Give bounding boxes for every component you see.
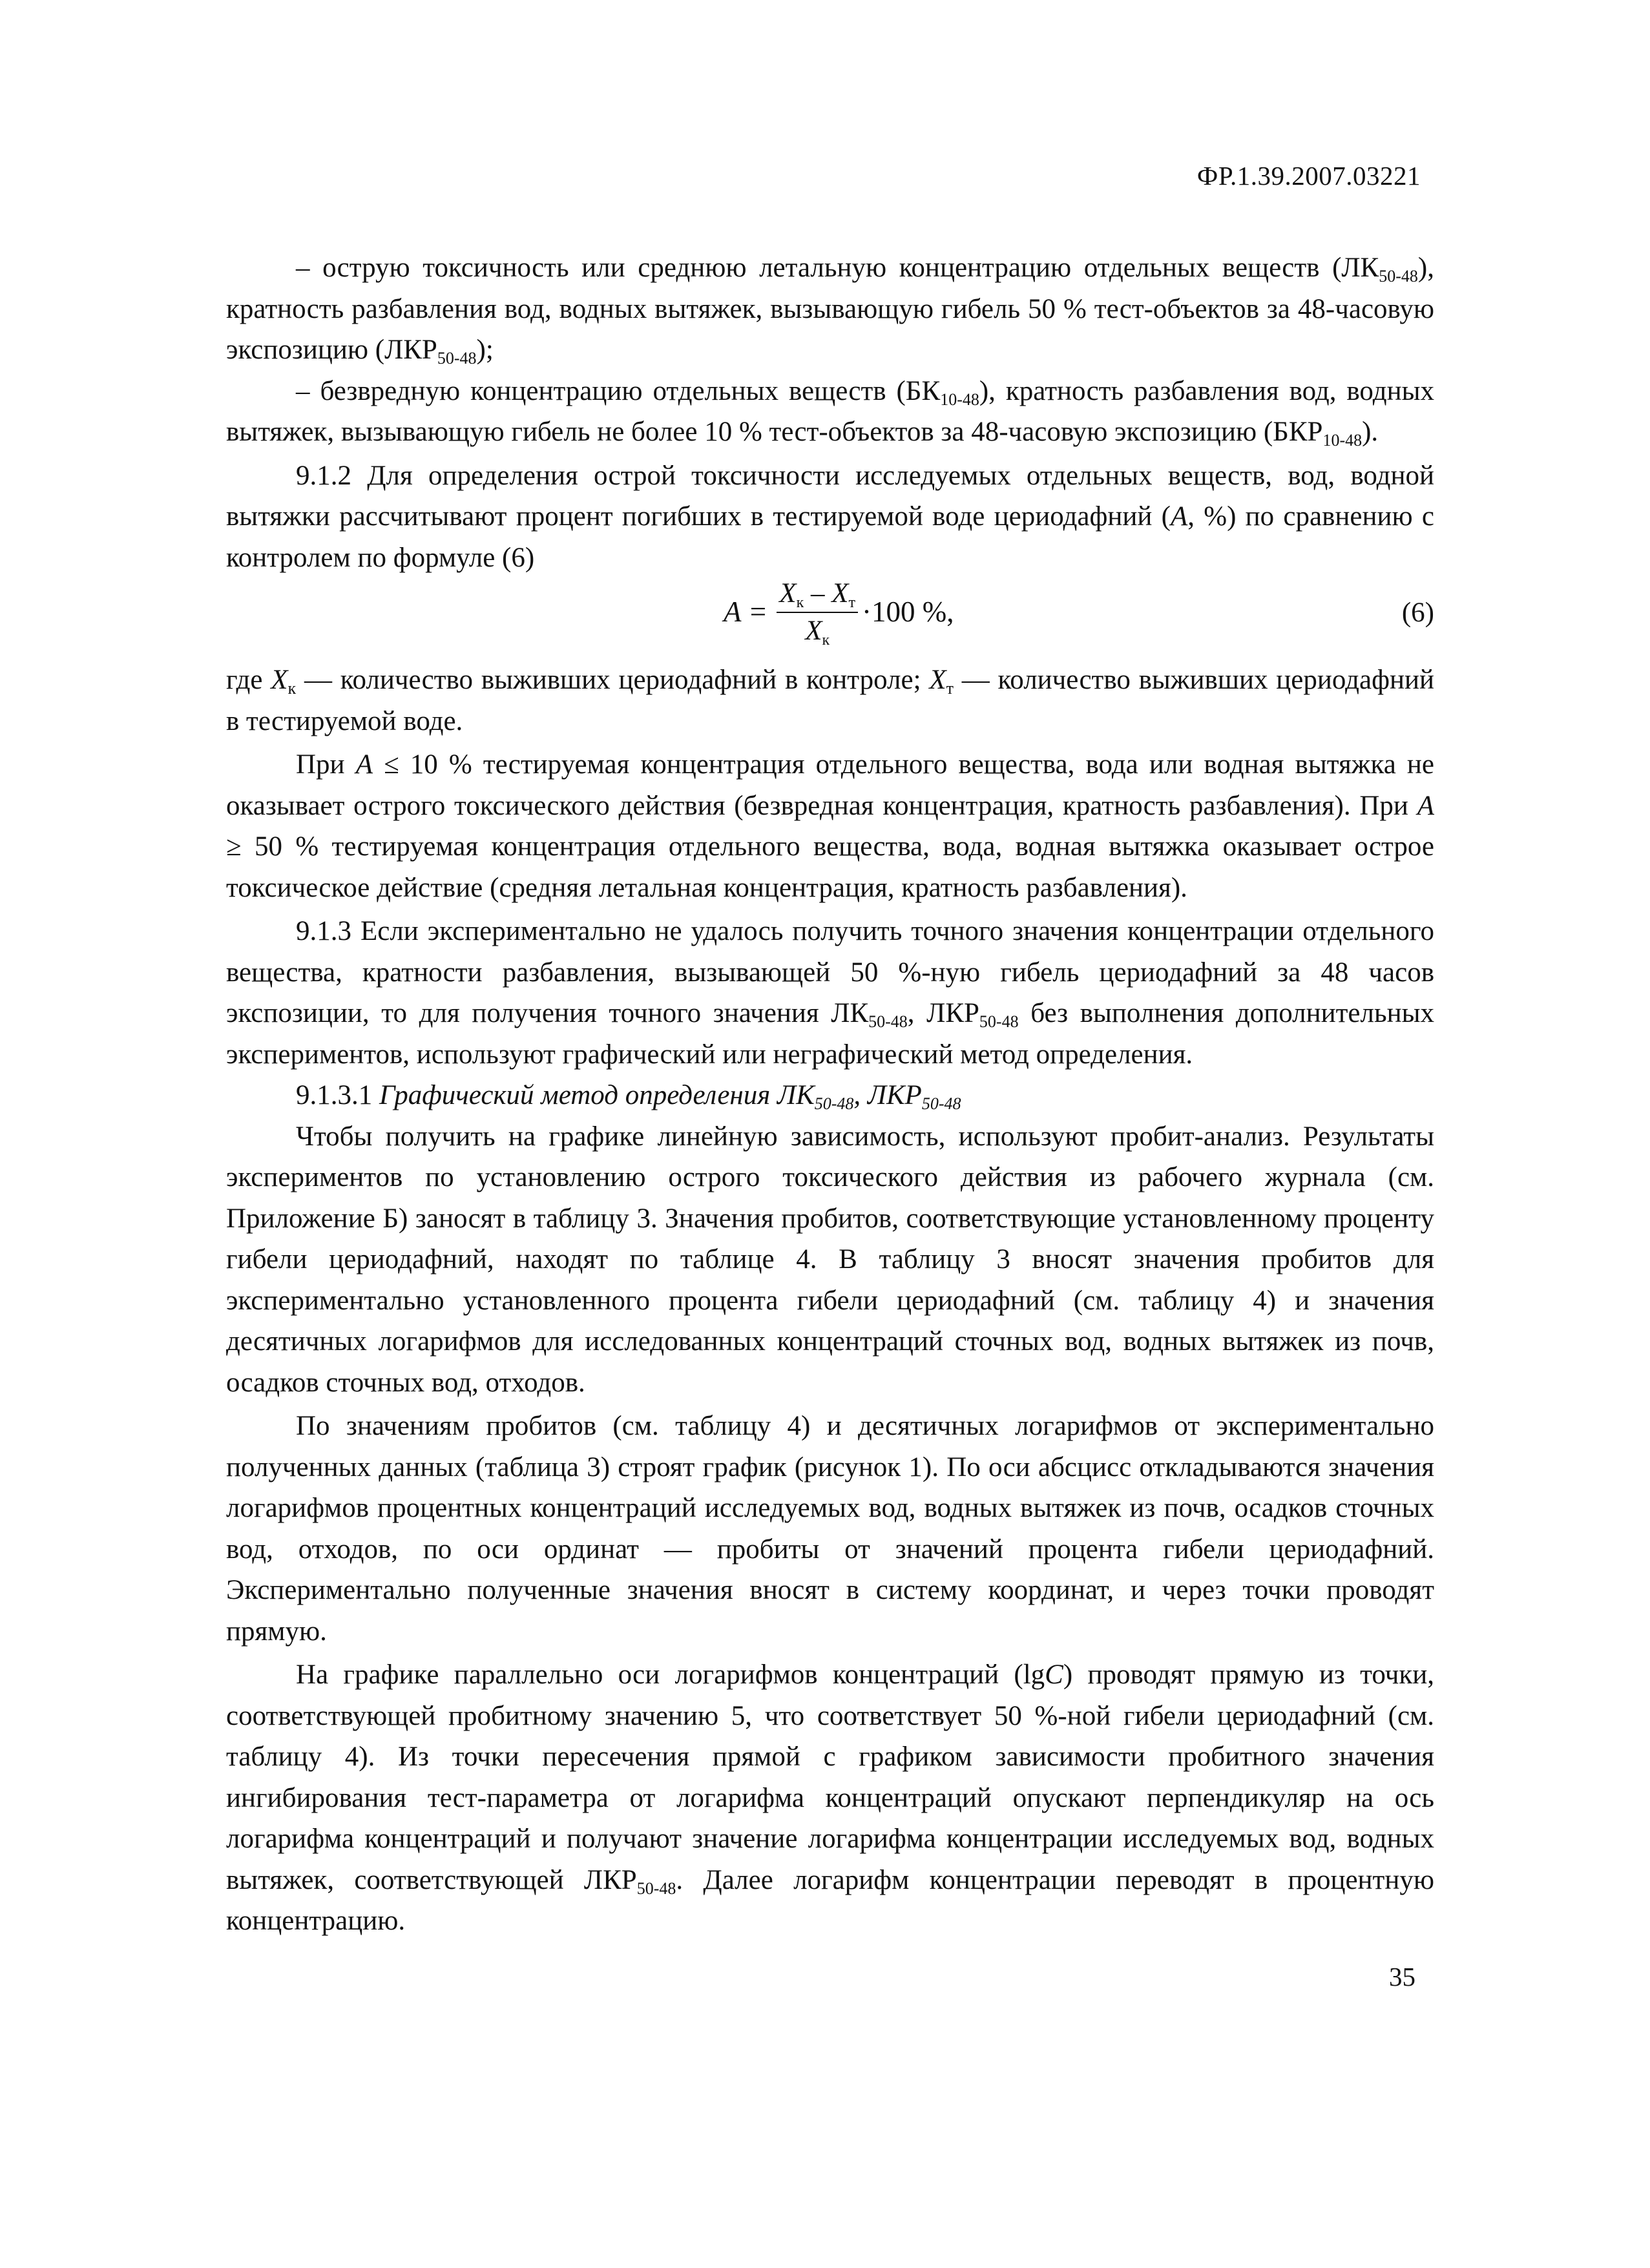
formula-fraction — [777, 577, 858, 648]
formula-number: (6) — [1401, 598, 1434, 628]
paragraph-graph-construction: По значениям пробитов (см. таблицу 4) и десятичных логарифмов от экспериментально полученных данных (таблица 3) строят график (рисунок 1). По оси абсцисс откладываются значения логарифмов процентных концентраций исследуемых вод, водных вытяжек из почв, осадков сточных вод, отходов, по оси ординат — пробиты от значений процента гибели цериодафний. Экспериментально полученные значения вносят в систему координат, и через точки проводят прямую. — [226, 1411, 1434, 1647]
paragraph-9-1-3: 9.1.3 Если экспериментально не удалось получить точного значения концентрации отдельного вещества, кратности разбавления, вызывающей 50 %-ную гибель цериодафний за 48 часов экспозиции, то для получения точного значения $ЛК_{50-48}$, $ЛКР_{50-48}$ без выполнения дополнительных экспериментов, используют графический или неграфический метод определения. — [226, 916, 1434, 1070]
bullet-safe-concentration: – безвредную концентрацию отдельных веществ $(БК_{10-48})$, кратность разбавления вод, водных вытяжек, вызывающую гибель не более 10 % тест-объектов за 48-часовую экспозицию $(БКР_{10-48})$. — [226, 375, 1434, 450]
formula-lhs: A = — [724, 596, 768, 629]
formula-denominator: Xк — [805, 616, 830, 649]
page-number: 35 — [1389, 1962, 1415, 1992]
document-code: ФР.1.39.2007.03221 — [1196, 161, 1421, 191]
formula-legend: где $X_к$ — количество выживших цериодафний в контроле; $X_т$ — количество выживших цериодафний в тестируемой воде. — [226, 665, 1434, 736]
formula-rhs: ·100 %, — [862, 596, 954, 629]
formula-6 — [226, 564, 1434, 661]
paragraph-parallel-line: На графике параллельно оси логарифмов концентраций (lgC) проводят прямую из точки, соответствующей пробитному значению 5, что соответствует 50 %-ной гибели цериодафний (см. таблицу 4). Из точки пересечения прямой с графиком зависимости пробитного значения ингибирования тест-параметра от логарифма концентраций опускают перпендикуляр на ось логарифма концентраций и получают значение логарифма концентрации исследуемых вод, водных вытяжек, соответствующей $ЛКР_{50-48}$. Далее логарифм концентрации переводят в процентную концентрацию. — [226, 1659, 1434, 1936]
paragraph-9-1-2: 9.1.2 Для определения острой токсичности исследуемых отдельных веществ, вод, водной вытяжки рассчитывают процент погибших в тестируемой воде цериодафний (A, %) по сравнению с контролем по формуле (6) — [226, 460, 1434, 573]
formula-numerator: Xк – Xт — [777, 577, 858, 613]
subheading-9-1-3-1: 9.1.3.1 Графический метод определения $ЛК_{50-48}$, $ЛКР_{50-48}$ — [296, 1080, 961, 1113]
paragraph-threshold-a: При A ≤ 10 % тестируемая концентрация отдельного вещества, вода или водная вытяжка не оказывает острого токсического действия (безвредная концентрация, кратность разбавления). При A ≥ 50 % тестируемая концентрация отдельного вещества, вода, водная вытяжка оказывает острое токсическое действие (средняя летальная концентрация, кратность разбавления). — [226, 749, 1434, 903]
formula-expression — [724, 564, 954, 661]
bullet-acute-toxicity: – острую токсичность или среднюю летальную концентрацию отдельных веществ $(ЛК_{50-48})$, кратность разбавления вод, водных вытяжек, вызывающую гибель 50 % тест-объектов за 48-часовую экспозицию $(ЛКР_{50-48})$; — [226, 253, 1434, 368]
paragraph-probit-analysis: Чтобы получить на графике линейную зависимость, используют пробит-анализ. Результаты экспериментов по установлению острого токсического действия из рабочего журнала (см. Приложение Б) заносят в таблицу 3. Значения пробитов, соответствующие установленному проценту гибели цериодафний, находят по таблице 4. В таблицу 3 вносят значения пробитов для экспериментально установленного процента гибели цериодафний (см. таблицу 4) и значения десятичных логарифмов для исследованных концентраций сточных вод, водных вытяжек из почв, осадков сточных вод, отходов. — [226, 1121, 1434, 1398]
main-text — [226, 247, 1434, 1942]
